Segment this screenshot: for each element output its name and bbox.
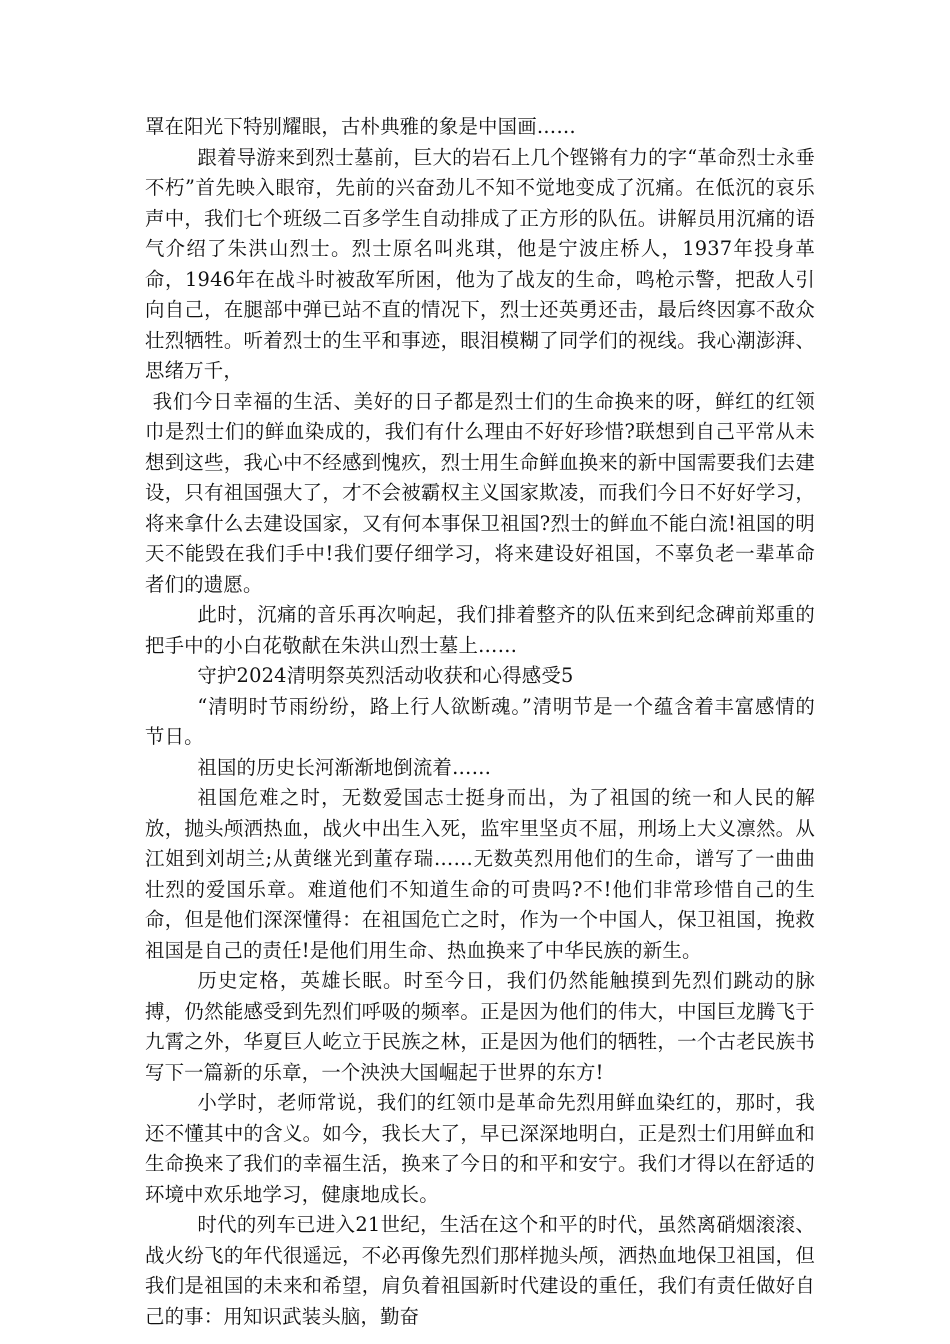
paragraph-9: 小学时，老师常说，我们的红领巾是革命先烈用鲜血染红的，那时，我还不懂其中的含义。如今，我长大了，早已深深地明白，正是烈士们用鲜血和生命换来了我们的幸福生活，换来了今日的和平和安宁。我们才得以在舒适的环境中欢乐地学习，健康地成长。 <box>145 1091 815 1206</box>
paragraph-2: 跟着导游来到烈士墓前，巨大的岩石上几个铿锵有力的字“革命烈士永垂不朽”首先映入眼帘，先前的兴奋劲儿不知不觉地变成了沉痛。在低沉的哀乐声中，我们七个班级二百多学生自动排成了正方形的队伍。讲解员用沉痛的语气介绍了朱洪山烈士。烈士原名叫兆琪，他是宁波庄桥人，1937年投身革命，1946年在战斗时被敌军所困，他为了战友的生命，鸣枪示警，把敌人引向自己，在腿部中弹已站不直的情况下，烈士还英勇还击，最后终因寡不敌众壮烈牺牲。听着烈士的生平和事迹，眼泪模糊了同学们的视线。我心潮澎湃、思绪万千， <box>145 145 815 382</box>
paragraph-1: 罩在阳光下特别耀眼，古朴典雅的象是中国画…… <box>145 115 576 138</box>
section-heading: 守护2024清明祭英烈活动收获和心得感受5 <box>197 664 574 687</box>
paragraph-10: 时代的列车已进入21世纪，生活在这个和平的时代，虽然离硝烟滚滚、战火纷飞的年代很遥远，不必再像先烈们那样抛头颅，洒热血地保卫祖国，但我们是祖国的未来和希望，肩负着祖国新时代建设的重任，我们有责任做好自己的事：用知识武装头脑，勤奋 <box>145 1213 815 1328</box>
paragraph-3: 我们今日幸福的生活、美好的日子都是烈士们的生命换来的呀，鲜红的红领巾是烈士们的鲜血染成的，我们有什么理由不好好珍惜?联想到自己平常从未想到这些，我心中不经感到愧疚，烈士用生命鲜血换来的新中国需要我们去建设，只有祖国强大了，才不会被霸权主义国家欺凌，而我们今日不好好学习，将来拿什么去建设国家，又有何本事保卫祖国?烈士的鲜血不能白流!祖国的明天不能毁在我们手中!我们要仔细学习，将来建设好祖国，不辜负老一辈革命者们的遗愿。 <box>145 389 815 596</box>
paragraph-6: 祖国的历史长河渐渐地倒流着…… <box>197 755 492 779</box>
paragraph-8: 历史定格，英雄长眠。时至今日，我们仍然能触摸到先烈们跳动的脉搏，仍然能感受到先烈们呼吸的频率。正是因为他们的伟大，中国巨龙腾飞于九霄之外，华夏巨人屹立于民族之林，正是因为他们的牺牲，一个古老民族书写下一篇新的乐章，一个泱泱大国崛起于世界的东方! <box>145 969 815 1084</box>
paragraph-4: 此时，沉痛的音乐再次响起，我们排着整齐的队伍来到纪念碑前郑重的把手中的小白花敬献在朱洪山烈士墓上…… <box>145 603 815 657</box>
paragraph-5: “清明时节雨纷纷，路上行人欲断魂。”清明节是一个蕴含着丰富感情的节日。 <box>145 694 815 748</box>
paragraph-7: 祖国危难之时，无数爱国志士挺身而出，为了祖国的统一和人民的解放，抛头颅洒热血，战火中出生入死，监牢里坚贞不屈，刑场上大义凛然。从江姐到刘胡兰;从黄继光到董存瑞……无数英烈用他们的生命，谱写了一曲曲壮烈的爱国乐章。难道他们不知道生命的可贵吗?不!他们非常珍惜自己的生命，但是他们深深懂得：在祖国危亡之时，作为一个中国人，保卫祖国，挽救祖国是自己的责任!是他们用生命、热血换来了中华民族的新生。 <box>145 786 815 962</box>
document-page <box>145 112 815 1332</box>
